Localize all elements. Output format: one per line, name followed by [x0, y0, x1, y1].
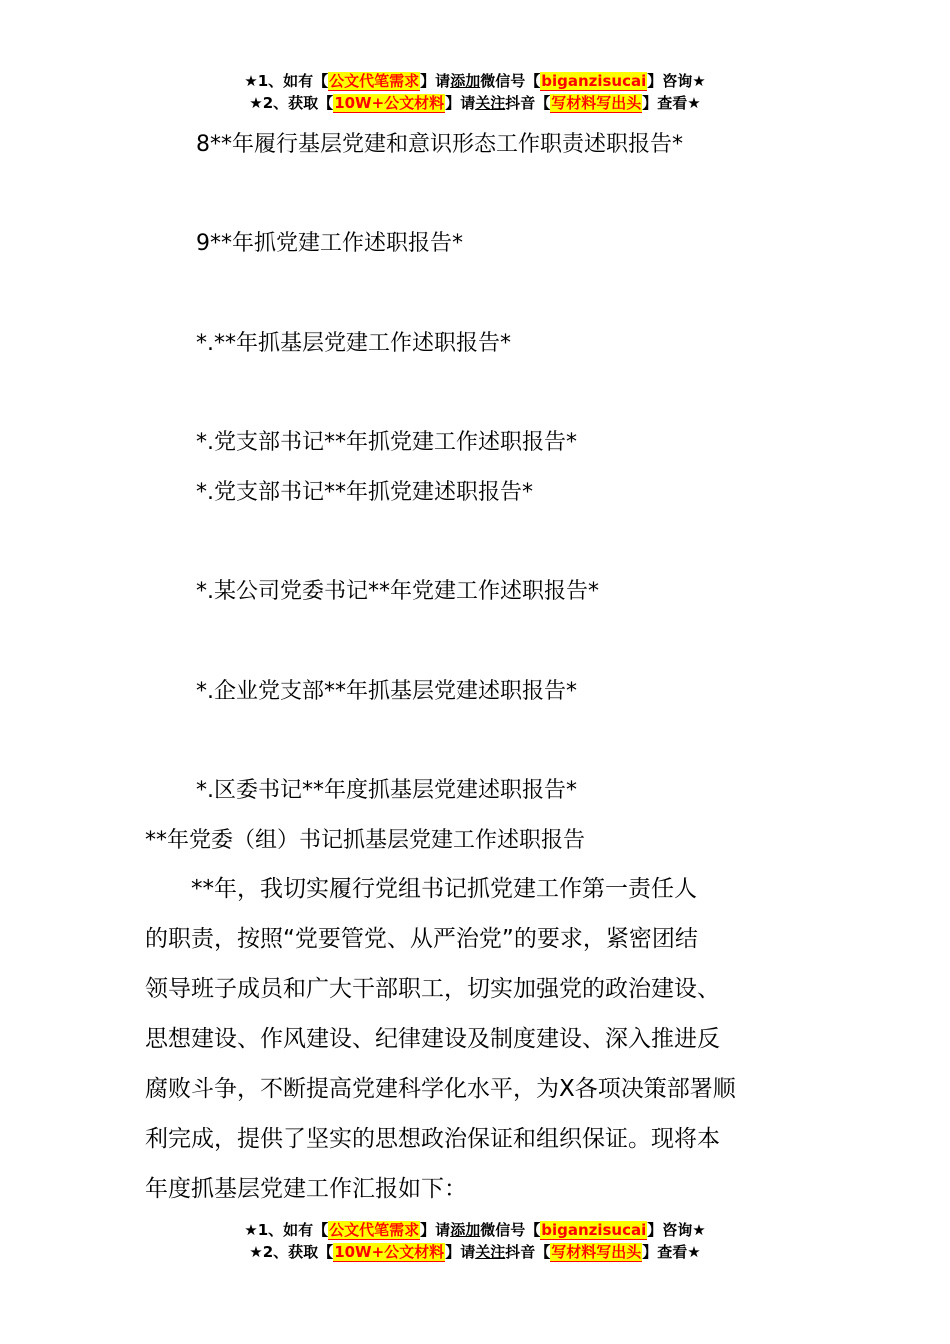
banner-text: ★1、如有【	[244, 72, 329, 90]
banner-text: 微信号【	[480, 1221, 541, 1239]
banner-text: 抖音【	[505, 1243, 551, 1261]
banner-text: 】咨询★	[647, 1221, 706, 1239]
banner-text: ★1、如有【	[244, 1221, 329, 1239]
paragraph-line: 领导班子成员和广大干部职工，切实加强党的政治建设、	[145, 976, 720, 1002]
paragraph-line: 腐败斗争，不断提高党建科学化水平，为X各项决策部署顺	[145, 1076, 736, 1102]
banner-text: 】咨询★	[647, 72, 706, 90]
banner-underline: 关注	[475, 94, 506, 112]
banner-line-1	[0, 70, 950, 92]
toc-item: *.党支部书记**年抓党建述职报告*	[196, 480, 533, 505]
banner-text: 】查看★	[642, 94, 701, 112]
banner-text: 】请	[445, 94, 476, 112]
banner-text: ★2、获取【	[249, 94, 334, 112]
banner-highlight: 写材料写出头	[551, 94, 642, 112]
banner-text: 】请	[420, 1221, 451, 1239]
banner-highlight: biganzisucai	[541, 72, 647, 90]
banner-line-2	[0, 1241, 950, 1263]
banner-text: 抖音【	[505, 94, 551, 112]
toc-item: *.**年抓基层党建工作述职报告*	[196, 331, 511, 356]
banner-line-2	[0, 92, 950, 114]
toc-item: *.某公司党委书记**年党建工作述职报告*	[196, 579, 599, 604]
toc-item: *.区委书记**年度抓基层党建述职报告*	[196, 778, 577, 803]
paragraph-line: 年度抓基层党建工作汇报如下：	[145, 1176, 467, 1202]
banner-highlight: 10W+公文材料	[334, 94, 445, 112]
banner-highlight: 公文代笔需求	[329, 72, 420, 90]
paragraph-line: 的职责，按照“党要管党、从严治党”的要求，紧密团结	[145, 926, 698, 952]
banner-underline: 添加	[450, 1221, 481, 1239]
banner-highlight: 写材料写出头	[551, 1243, 642, 1261]
banner-text: ★2、获取【	[249, 1243, 334, 1261]
banner-text: 】请	[445, 1243, 476, 1261]
banner-underline: 关注	[475, 1243, 506, 1261]
paragraph-line: 利完成，提供了坚实的思想政治保证和组织保证。现将本	[145, 1126, 720, 1152]
top-banner	[0, 70, 950, 114]
banner-highlight: 公文代笔需求	[329, 1221, 420, 1239]
toc-item: *.企业党支部**年抓基层党建述职报告*	[196, 679, 577, 704]
bottom-banner	[0, 1219, 950, 1263]
banner-text: 】请	[420, 72, 451, 90]
banner-text: 微信号【	[480, 72, 541, 90]
document-title: **年党委（组）书记抓基层党建工作述职报告	[145, 828, 586, 853]
banner-highlight: 10W+公文材料	[334, 1243, 445, 1261]
banner-text: 】查看★	[642, 1243, 701, 1261]
paragraph-line: 思想建设、作风建设、纪律建设及制度建设、深入推进反	[145, 1026, 720, 1052]
toc-item: 9**年抓党建工作述职报告*	[196, 231, 463, 256]
toc-item: 8**年履行基层党建和意识形态工作职责述职报告*	[196, 132, 683, 157]
toc-item: *.党支部书记**年抓党建工作述职报告*	[196, 430, 577, 455]
banner-line-1	[0, 1219, 950, 1241]
banner-highlight: biganzisucai	[541, 1221, 647, 1239]
paragraph-line: **年，我切实履行党组书记抓党建工作第一责任人	[145, 876, 697, 902]
banner-underline: 添加	[450, 72, 481, 90]
